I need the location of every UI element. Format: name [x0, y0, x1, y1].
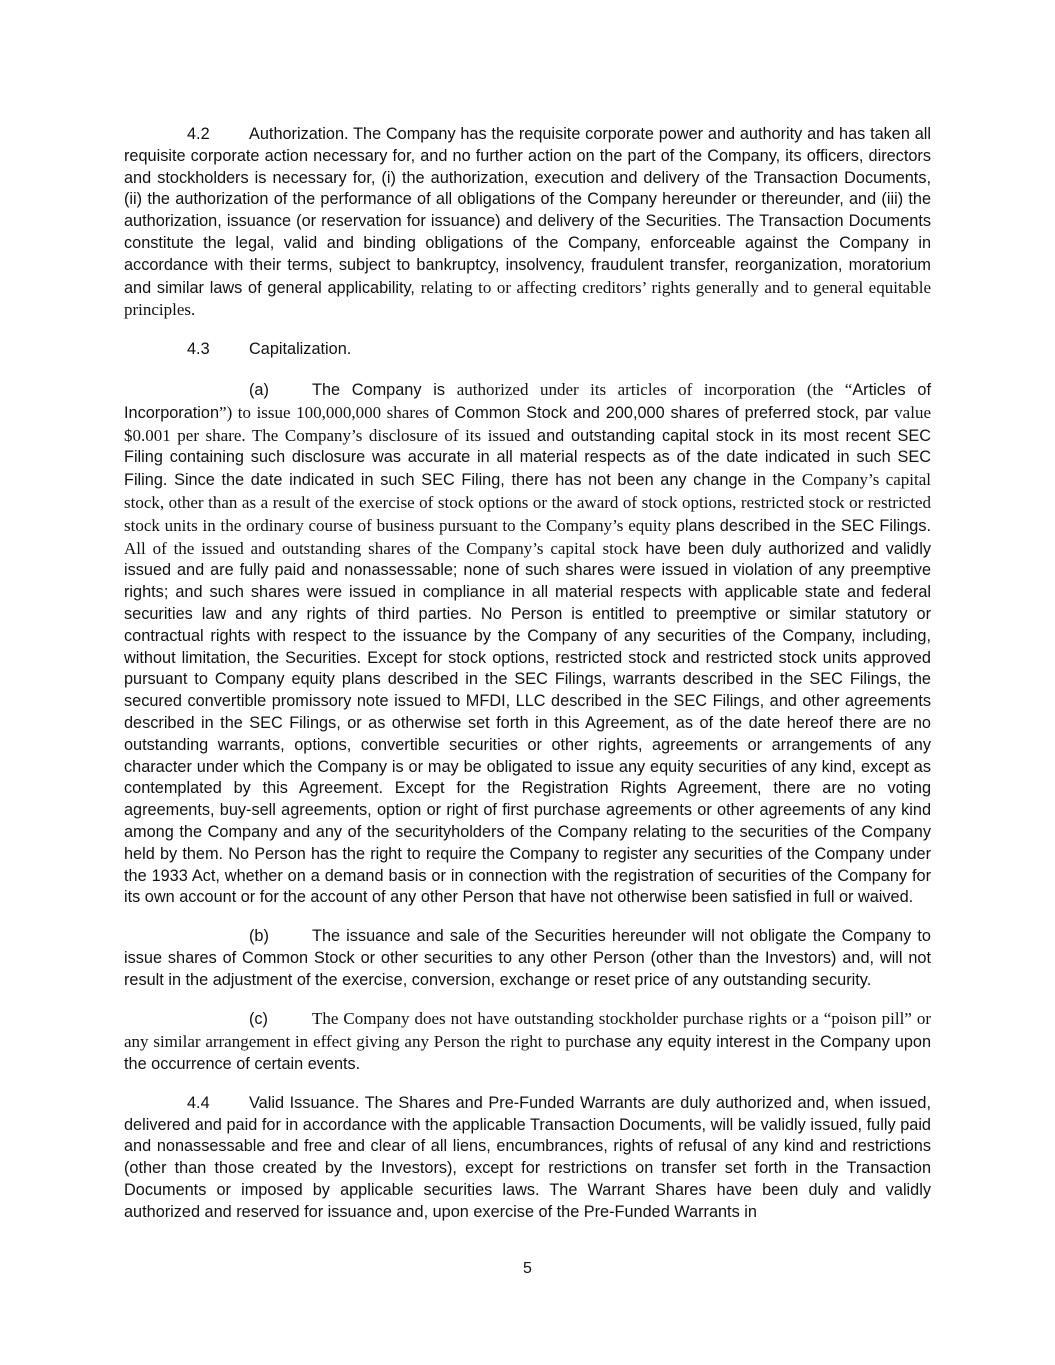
document-page: [124, 124, 931, 1241]
section-title: Capitalization.: [249, 340, 352, 359]
subsection-text: authorized under its articles of incorporation (the “: [456, 379, 853, 399]
section-4-3-heading: [124, 339, 931, 361]
subsection-text: ”) to issue 100,000,000 shares: [219, 402, 430, 422]
section-4-2: [124, 124, 931, 322]
section-title: Valid Issuance.: [249, 1093, 360, 1112]
subsection-text: chase any equity interest in the Company upon the occurrence of certain events.: [124, 1033, 932, 1074]
subsection-text: The Company does not have outstanding stockholder purchase rights or a “poison pill” or any similar arrangement in effect giving any Person the right to pur: [124, 1009, 931, 1052]
section-4-3-c: [124, 1008, 931, 1075]
page-number: 5: [523, 1260, 532, 1277]
section-4-3-a: [124, 379, 931, 909]
subsection-label: (c): [249, 1010, 268, 1029]
section-number: 4.3: [187, 340, 210, 359]
section-number: 4.2: [187, 125, 210, 143]
subsection-label: (a): [249, 380, 269, 399]
subsection-text: have been duly authorized and validly issued and are fully paid and nonassessable; none of such shares were issued in violation of any preemptive rights; and such shares were issued in compliance in all material respects with applicable state and federal securities law and any rights of third parties. No Person is entitled to preemptive or similar statutory or contractual rights with respect to the issuance by the Company of any securities of the Company, including, without limitation, the Securities. Except for stock options, restricted stock and restricted stock units approved pursuant to Company equity plans described in the SEC Filings, warrants described in the SEC Filings, the secured convertible promissory note issued to MFDI, LLC described in the SEC Filings, and other agreements described in the SEC Filings, or as otherwise set forth in this Agreement, as of the date hereof there are no outstanding warrants, options, convertible securities or other rights, agreements or arrangements of any character under which the Company is or may be obligated to issue any equity securities of any kind, except as contemplated by this Agreement. Except for the Registration Rights Agreement, there are no voting agreements, buy-sell agreements, option or right of first purchase agreements or other agreements of any kind among the Company and any of the securityholders of the Company relating to the securities of the Company held by them. No Person has the right to require the Company to register any securities of the Company under the 1933 Act, whether on a demand basis or in connection with the registration of securities of the Company for its own account or for the account of any other Person that have not otherwise been satisfied in full or waived.: [124, 539, 931, 907]
subsection-label: (b): [249, 927, 269, 946]
subsection-text: plans described in the SEC Filings.: [675, 516, 931, 535]
subsection-text: of Common Stock and 200,000 shares of preferred stock, par: [435, 403, 889, 422]
section-title: Authorization.: [249, 125, 349, 143]
subsection-text: value $0.001 per share. The Company’s disclosure of its issued: [124, 402, 931, 445]
section-body-end: relating to or affecting creditors’ rights generally and to general equitable principles.: [124, 277, 931, 320]
subsection-text: Company’s capital stock, other than as a result of the exercise of stock options or the award of stock options, restricted stock or restricted stock units in the ordinary course of business pursuant to the Company’s equity: [124, 470, 931, 535]
subsection-text: All of the issued and outstanding shares of the Company’s capital stock: [124, 538, 639, 558]
section-body: The Shares and Pre-Funded Warrants are duly authorized and, when issued, delivered and paid for in accordance with the applicable Transaction Documents, will be validly issued, fully paid and nonassessable and free and clear of all liens, encumbrances, rights of refusal of any kind and restrictions (other than those created by the Investors), except for restrictions on transfer set forth in the Transaction Documents or imposed by applicable securities laws. The Warrant Shares have been duly and validly authorized and reserved for issuance and, upon exercise of the Pre-Funded Warrants in: [124, 1093, 931, 1221]
subsection-text: and outstanding capital stock in its most recent SEC Filing containing such disclosure was accurate in all material respects as of the date indicated in such SEC Filing. Since the date indicated in such SEC Filing, there has not been any change in the: [124, 426, 931, 490]
section-number: 4.4: [187, 1093, 210, 1112]
defined-term: Articles of Incorporation: [124, 380, 932, 422]
section-4-3-b: [124, 926, 931, 991]
section-body: The Company has the requisite corporate power and authority and has taken all requisite corporate action necessary for, and no further action on the part of the Company, its officers, directors and stockholders is necessary for, (i) the authorization, execution and delivery of the Transaction Documents, (ii) the authorization of the performance of all obligations of the Company hereunder or thereunder, and (iii) the authorization, issuance (or reservation for issuance) and delivery of the Securities. The Transaction Documents constitute the legal, valid and binding obligations of the Company, enforceable against the Company in accordance with their terms, subject to bankruptcy, insolvency, fraudulent transfer, reorganization, moratorium and similar laws of general applicability,: [124, 125, 931, 297]
subsection-text: The issuance and sale of the Securities hereunder will not obligate the Company to issue shares of Common Stock or other securities to any other Person (other than the Investors) and, will not result in the adjustment of the exercise, conversion, exchange or reset price of any outstanding security.: [124, 927, 931, 989]
section-4-4: [124, 1093, 931, 1224]
subsection-text: The Company is: [312, 380, 445, 399]
